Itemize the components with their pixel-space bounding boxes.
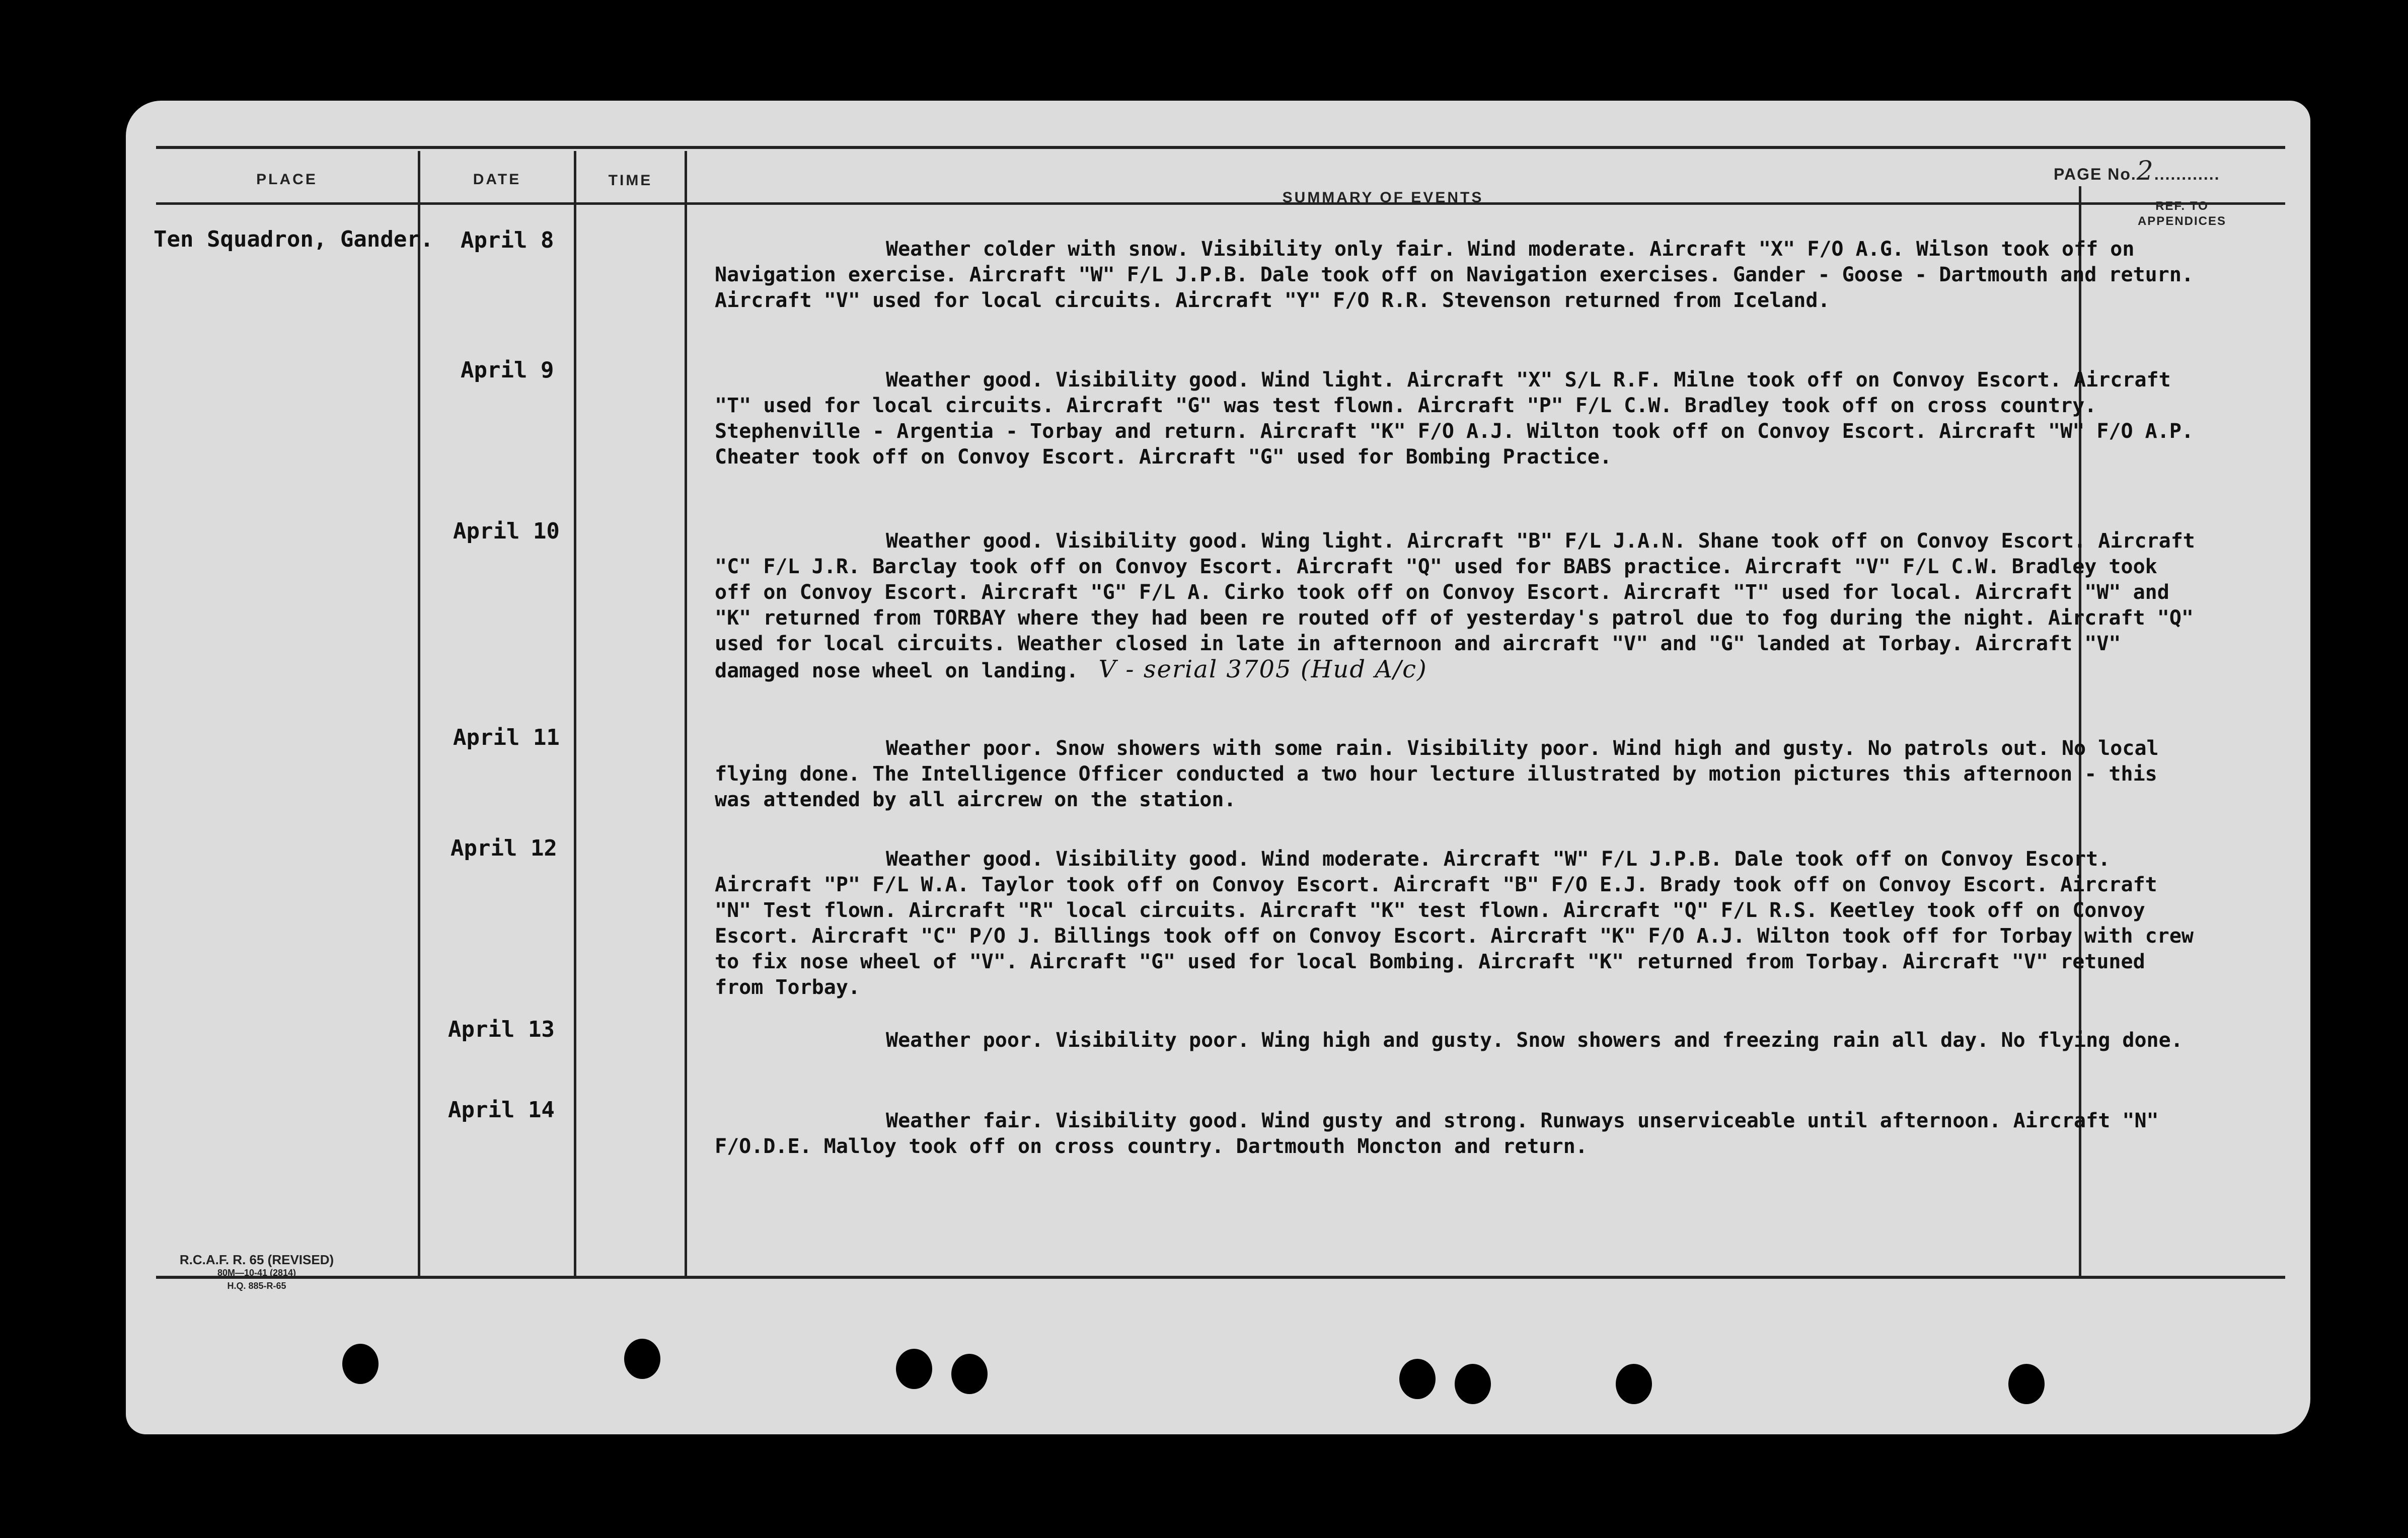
place-header: PLACE: [256, 171, 318, 188]
page-number-value: 2: [2136, 156, 2154, 186]
binder-hole: [624, 1339, 660, 1379]
entry-april-10-text: Weather good. Visibility good. Wing light. Aircraft "B" F/L J.A.N. Shane took off on Convoy Escort. Aircraft "C" F/L J.R. Barclay took off on Convoy Escort. Aircraft "Q" used for BABS practice. Aircraft "V" F/L C.W. Bradley took off on Convoy Escort. Aircraft "G" F/L A. Cirko took off on Convoy Escort. Aircraft "T" used for local. Aircraft "W" and "K" returned from TORBAY where they had been re routed off of yesterday's patrol due to fog during the night. Aircraft "Q" used for local circuits. Weather closed in late in afternoon and aircraft "V" and "G" landed at Torbay. Aircraft "V" damaged nose wheel on landing.: [715, 529, 2195, 682]
date-april-14: April 14: [448, 1097, 555, 1123]
date-april-10: April 10: [453, 518, 560, 544]
binder-hole: [1455, 1364, 1491, 1404]
entry-april-9: Weather good. Visibility good. Wind light. Aircraft "X" S/L R.F. Milne took off on Convoy Escort. Aircraft "T" used for local circuits. Aircraft "G" was test flown. Aircraft "P" F/L C.W. Bradley took off on cross country. Stephenville - Argentia - Torbay and return. Aircraft "K" F/O A.J. Wilton took off on Convoy Escort. Aircraft "W" F/O A.P. Cheater took off on Convoy Escort. Aircraft "G" used for Bombing Practice.: [715, 368, 2194, 469]
diary-form-card: [126, 101, 2310, 1434]
form-id-line3: H.Q. 885-R-65: [227, 1281, 286, 1291]
page-number-label: PAGE No.: [2054, 165, 2137, 183]
page-number-dots: ............: [2154, 165, 2220, 183]
time-header: TIME: [608, 172, 653, 189]
form-id-line1: R.C.A.F. R. 65 (REVISED): [179, 1252, 334, 1267]
top-rule: [156, 146, 2285, 149]
bottom-rule: [156, 1276, 2285, 1279]
date-april-12: April 12: [450, 835, 557, 861]
binder-hole: [1616, 1364, 1652, 1404]
date-header: DATE: [473, 171, 521, 188]
entry-april-13: Weather poor. Visibility poor. Wing high and gusty. Snow showers and freezing rain all day. No flying done.: [886, 1029, 2183, 1052]
binder-hole: [1399, 1359, 1436, 1399]
binder-hole: [896, 1349, 932, 1389]
time-summary-divider: [685, 151, 687, 1276]
binder-hole: [2008, 1364, 2045, 1404]
ref-header-line1: REF. TO: [2155, 199, 2209, 213]
date-april-13: April 13: [448, 1017, 555, 1042]
place-value: Ten Squadron, Gander.: [154, 226, 434, 252]
form-id-line2: 80M—10-41 (2814): [217, 1268, 296, 1278]
entry-april-8: Weather colder with snow. Visibility only fair. Wind moderate. Aircraft "X" F/O A.G. Wilson took off on Navigation exercise. Aircraft "W" F/L J.P.B. Dale took off on Navigation exercises. Gander - Goose - Dartmouth and return. Aircraft "V" used for local circuits. Aircraft "Y" F/O R.R. Stevenson returned from Iceland.: [715, 238, 2194, 312]
ref-header-line2: APPENDICES: [2137, 214, 2227, 228]
place-date-divider: [418, 151, 420, 1276]
date-april-11: April 11: [453, 725, 560, 750]
binder-hole: [951, 1354, 988, 1394]
form-identifier: [126, 1253, 388, 1292]
binder-hole: [342, 1344, 379, 1384]
entry-april-11: Weather poor. Snow showers with some rain. Visibility poor. Wind high and gusty. No patrols out. No local flying done. The Intelligence Officer conducted a two hour lecture illustrated by motion pictures this afternoon - this was attended by all aircrew on the station.: [715, 737, 2159, 811]
page-number: [2054, 156, 2220, 186]
entry-april-12: Weather good. Visibility good. Wind moderate. Aircraft "W" F/L J.P.B. Dale took off on Convoy Escort. Aircraft "P" F/L W.A. Taylor took off on Convoy Escort. Aircraft "B" F/O E.J. Brady took off on Convoy Escort. Aircraft "N" Test flown. Aircraft "R" local circuits. Aircraft "K" test flown. Aircraft "Q" F/L R.S. Keetley took off on Convoy Escort. Aircraft "C" P/O J. Billings took off on Convoy Escort. Aircraft "K" F/O A.J. Wilton took off for Torbay with crew to fix nose wheel of "V". Aircraft "G" used for local Bombing. Aircraft "K" returned from Torbay. Aircraft "V" retuned from Torbay.: [715, 848, 2194, 999]
date-april-8: April 8: [461, 227, 554, 253]
date-april-9: April 9: [461, 357, 554, 383]
summary-header: SUMMARY OF EVENTS: [1282, 189, 1484, 206]
handwritten-serial-note: V - serial 3705 (Hud A/c): [1098, 655, 1427, 683]
date-time-divider: [574, 151, 576, 1276]
entry-april-14: Weather fair. Visibility good. Wind gusty and strong. Runways unserviceable until afternoon. Aircraft "N" F/O.D.E. Malloy took off on cross country. Dartmouth Moncton and return.: [715, 1109, 2159, 1158]
entry-april-10: [715, 528, 2200, 684]
